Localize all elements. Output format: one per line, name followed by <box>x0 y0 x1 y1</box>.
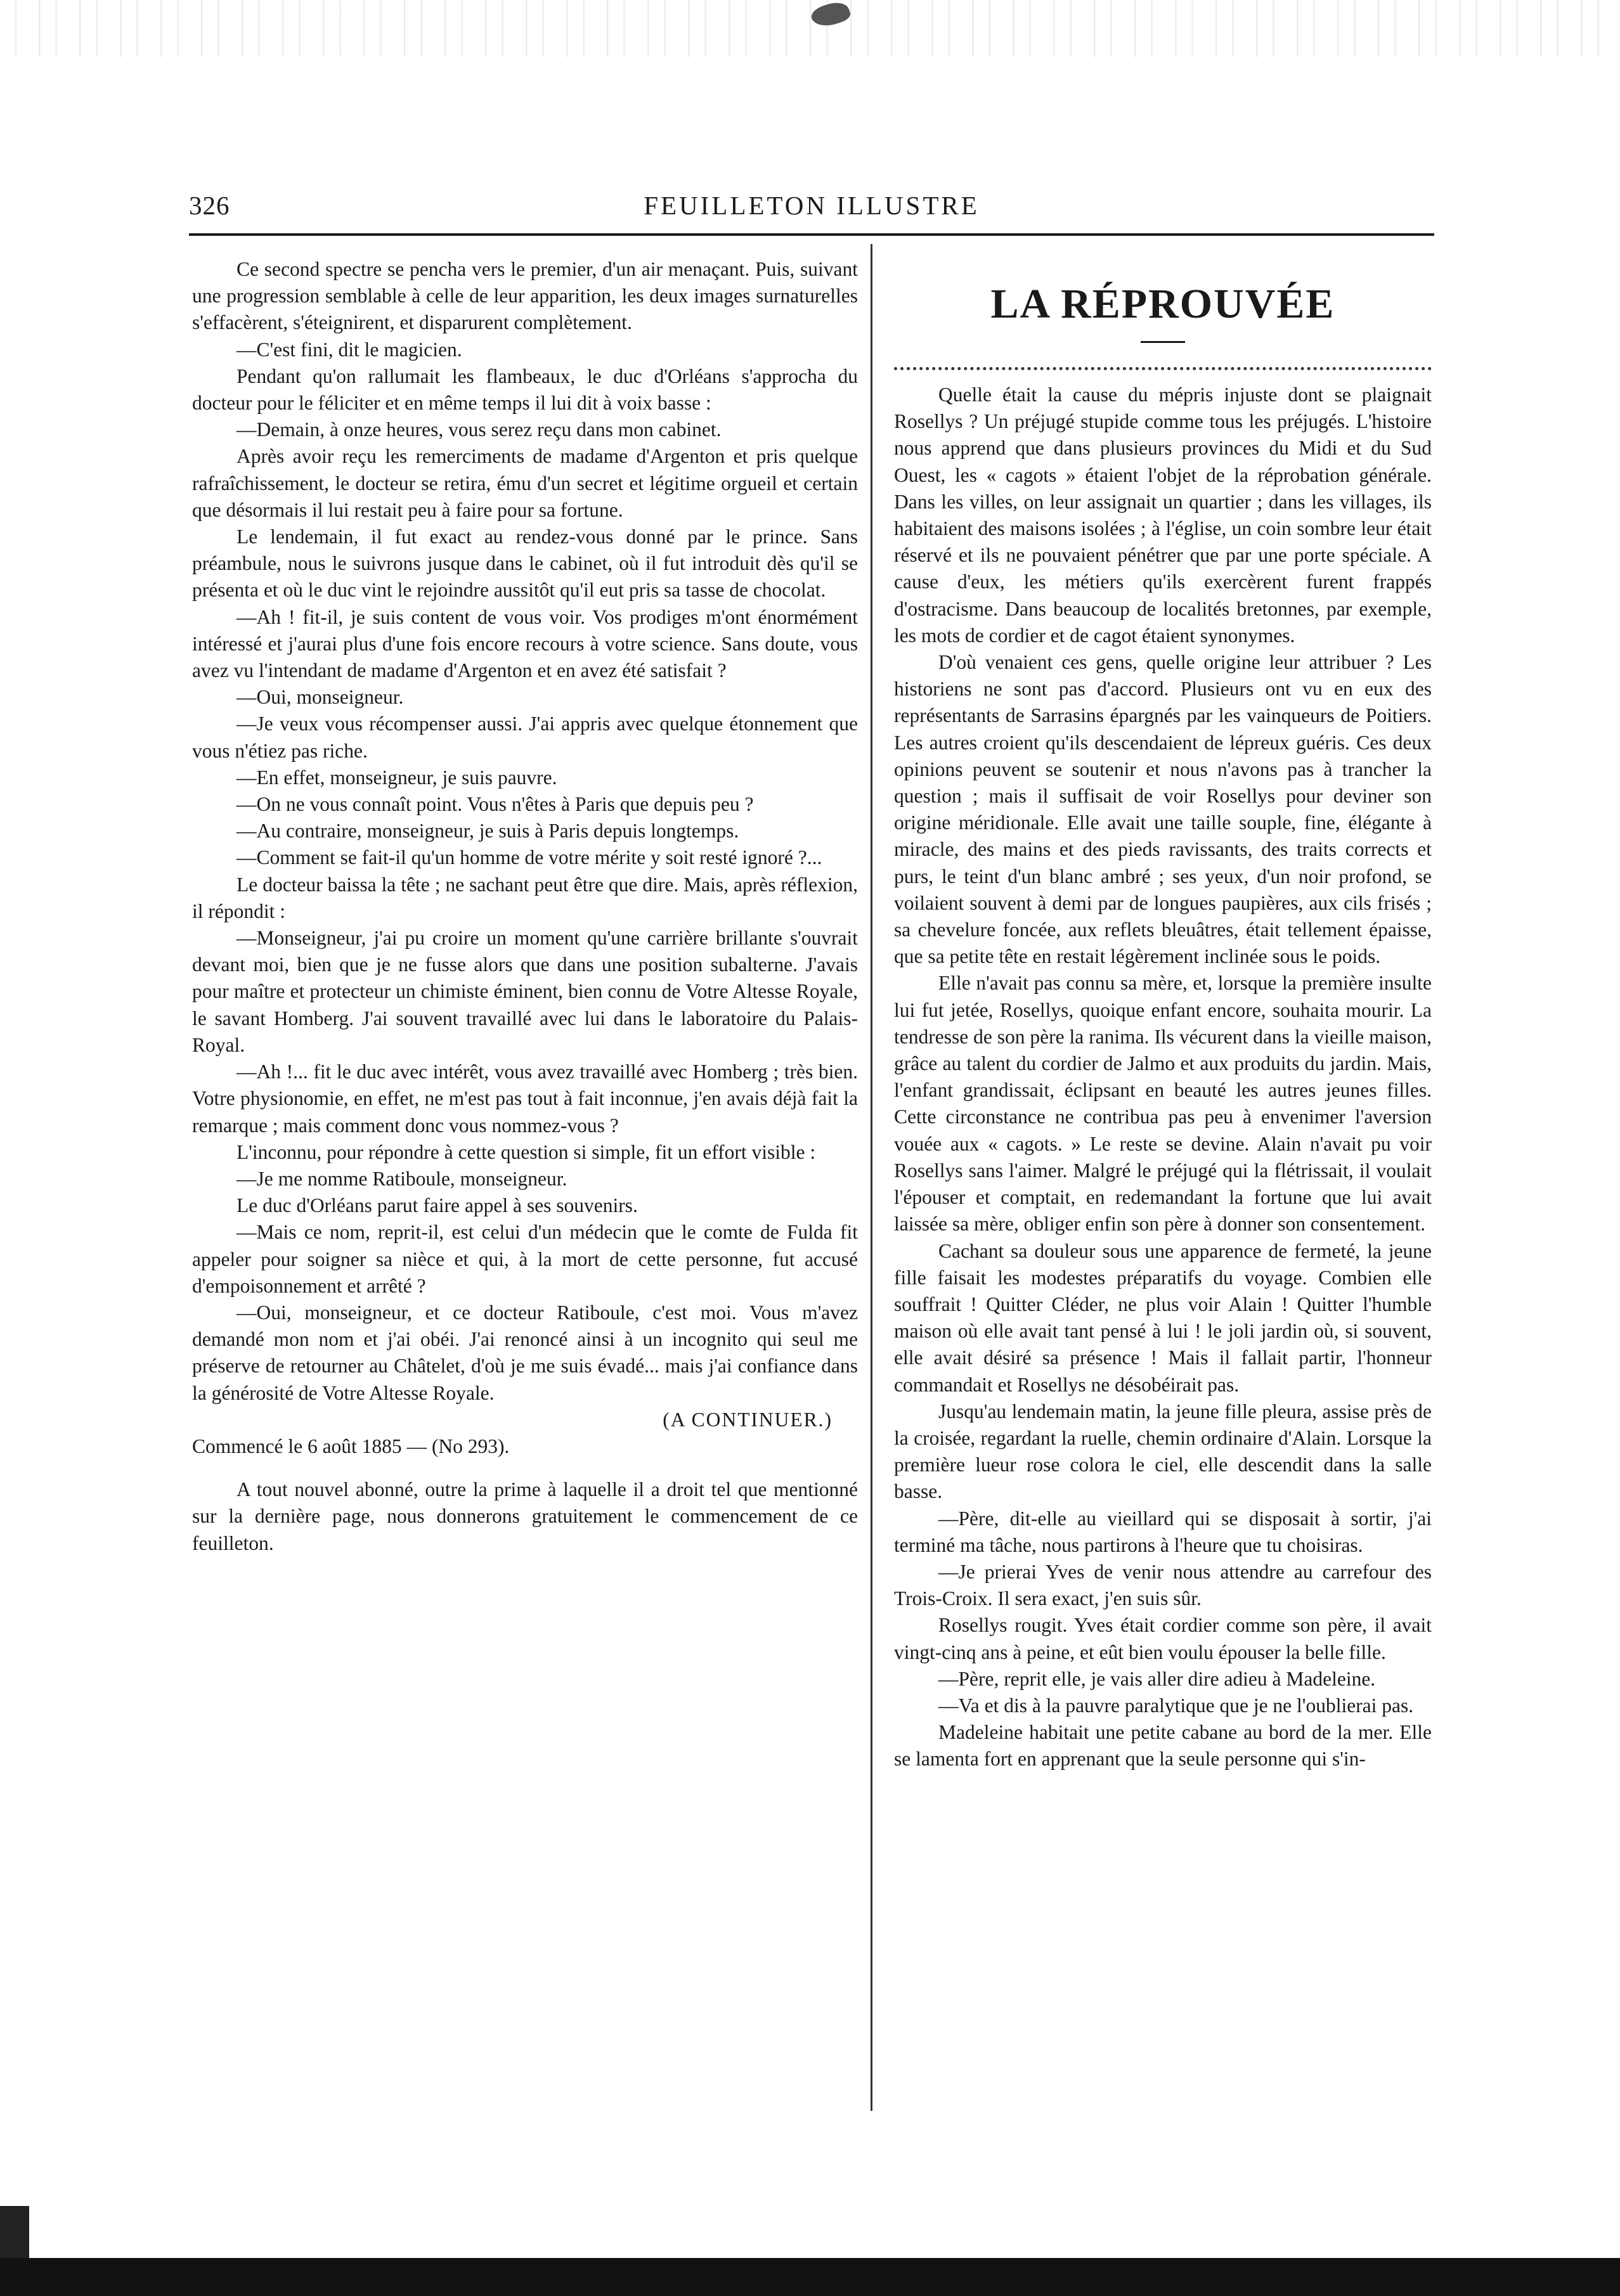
page-header <box>189 190 1434 228</box>
paragraph: Madeleine habitait une petite cabane au bord de la mer. Elle se lamenta fort en apprenant que la seule personne qui s'in- <box>894 1721 1432 1770</box>
paragraph: L'inconnu, pour répondre à cette question si simple, fit un effort visible : <box>237 1140 816 1163</box>
paragraph: Pendant qu'on rallumait les flambeaux, le duc d'Orléans s'approcha du docteur pour le féliciter et en même temps il lui dit à voix basse : <box>192 364 858 415</box>
paragraph: Rosellys rougit. Yves était cordier comme son père, il avait vingt-cinq ans à peine, et eût bien voulu épouser la belle fille. <box>894 1614 1432 1663</box>
start-note: Commencé le 6 août 1885 — (No 293). <box>192 1435 510 1457</box>
paragraph: D'où venaient ces gens, quelle origine leur attribuer ? Les historiens ne sont pas d'accord. Plusieurs ont vu en eux des représentants de Sarrasins épargnés par les vainqueurs de Poitiers. Les autres croient qu'ils descendaient de lépreux guéris. Ces deux opinions peuvent se soutenir et nous n'avons pas à trancher la question ; mais il suffisait de voir Rosellys pour deviner son origine méridionale. Elle avait une taille souple, fine, élégante à miracle, des mains et des pieds ravissants, des traits corrects et purs, le teint d'un blanc ambré ; ses yeux, d'un noir profond, se voilaient souvent à demi par de longues paupières, aux cils frisés ; sa chevelure foncée, aux reflets bleuâtres, était tellement épaisse, que sa petite tête en restait légèrement inclinée sous le poids. <box>894 651 1432 968</box>
subscriber-notice: A tout nouvel abonné, outre la prime à laquelle il a droit tel que mentionné sur la dernière page, nous donnerons gratuitement le commencement de ce feuilleton. <box>192 1478 858 1554</box>
column-divider <box>871 244 872 2111</box>
paragraph: Elle n'avait pas connu sa mère, et, lorsque la première insulte lui fut jetée, Rosellys, quoique enfant encore, souhaita mourir. La tendresse de son père la ranima. Ils vécurent dans la vieille maison, grâce au talent du cordier de Jalmo et aux produits du jardin. Mais, l'enfant grandissait, éclipsant en beauté les autres jeunes filles. Cette circonstance ne contribua pas peu à envenimer l'aversion vouée aux « cagots. » Le reste se devine. Alain n'avait pu voir Rosellys sans l'aimer. Malgré le préjugé qui la flétrissait, il voulait l'épouser et comptait, en redemandant la fortune que lui avait laissée sa mère, obliger enfin son père à donner son consentement. <box>894 972 1432 1235</box>
paragraph: —Oui, monseigneur, et ce docteur Ratiboule, c'est moi. Vous m'avez demandé mon nom et j'ai obéi. J'ai renoncé ainsi à un incognito qui seul me préserve de retourner au Châtelet, d'où je me suis évadé... mais j'ai confiance dans la générosité de Votre Altesse Royale. <box>192 1301 858 1404</box>
paragraph: Quelle était la cause du mépris injuste dont se plaignait Rosellys ? Un préjugé stupide comme tous les préjugés. L'histoire nous apprend que dans plusieurs provinces du Midi et du Sud Ouest, les « cagots » étaient l'objet de la réprobation générale. Dans les villes, on leur assignait un quartier ; dans les villages, ils habitaient des maisons isolées ; à l'église, un coin sombre leur était réservé et ils ne pouvaient pénétrer que par une porte spéciale. A cause d'eux, les métiers qu'ils exercèrent furent frappés d'ostracisme. Dans beaucoup de localités bretonnes, par exemple, les mots de cordier et de cagot étaient synonymes. <box>894 384 1432 647</box>
paragraph: —Ah !... fit le duc avec intérêt, vous avez travaillé avec Homberg ; très bien. Votre physionomie, en effet, ne m'est pas tout à fait inconnue, j'en avais déjà fait la remarque ; mais comment donc vous nommez-vous ? <box>192 1061 858 1137</box>
paragraph: —Au contraire, monseigneur, je suis à Paris depuis longtemps. <box>237 820 739 842</box>
dotted-rule <box>894 367 1432 370</box>
paragraph: Le docteur baissa la tête ; ne sachant peut être que dire. Mais, après réflexion, il répondit : <box>192 873 858 922</box>
page-number: 326 <box>189 191 230 220</box>
paragraph: —C'est fini, dit le magicien. <box>237 338 462 361</box>
paragraph: Ce second spectre se pencha vers le premier, d'un air menaçant. Puis, suivant une progression semblable à celle de leur apparition, les deux images surnaturelles s'effacèrent, s'éteignirent, et disparurent complètement. <box>192 258 858 334</box>
running-title: FEUILLETON ILLUSTRE <box>644 191 980 220</box>
title-rule <box>1141 341 1185 343</box>
paragraph: —Père, dit-elle au vieillard qui se disposait à sortir, j'ai terminé ma tâche, nous partirons à l'heure que tu choisiras. <box>894 1507 1432 1556</box>
paragraph: Cachant sa douleur sous une apparence de fermeté, la jeune fille faisait les modestes préparatifs du voyage. Combien elle souffrait ! Quitter Cléder, ne plus voir Alain ! Quitter l'humble maison où elle avait tant pensé à lui ! le joli jardin où, si souvent, elle avait désiré sa présence ! Mais il fallait partir, l'honneur commandait et Rosellys ne désobéirait pas. <box>894 1239 1432 1396</box>
paragraph: Jusqu'au lendemain matin, la jeune fille pleura, assise près de la croisée, regardant la ruelle, chemin ordinaire d'Alain. Lorsque la première lueur rose colora le ciel, elle descendit dans la salle basse. <box>894 1400 1432 1503</box>
paragraph: —Père, reprit elle, je vais aller dire adieu à Madeleine. <box>938 1667 1376 1690</box>
paragraph: —En effet, monseigneur, je suis pauvre. <box>237 766 557 789</box>
scan-bottom-edge <box>0 2258 1620 2296</box>
left-column <box>192 256 858 1557</box>
paragraph: —Je veux vous récompenser aussi. J'ai appris avec quelque étonnement que vous n'étiez pas riche. <box>192 713 858 762</box>
header-rule <box>189 233 1434 236</box>
continue-note: (A CONTINUER.) <box>663 1408 833 1431</box>
paragraph: —Comment se fait-il qu'un homme de votre mérite y soit resté ignoré ?... <box>237 846 822 869</box>
paragraph: Le duc d'Orléans parut faire appel à ses souvenirs. <box>237 1194 638 1217</box>
paragraph: —Je me nomme Ratiboule, monseigneur. <box>237 1167 567 1190</box>
paragraph: Le lendemain, il fut exact au rendez-vous donné par le prince. Sans préambule, nous le suivrons jusque dans le cabinet, où il fut introduit dès qu'il se présenta et où le duc vint le rejoindre aussitôt qu'il eut pris sa tasse de chocolat. <box>192 526 858 602</box>
scan-left-edge <box>0 2206 29 2258</box>
paragraph: —Mais ce nom, reprit-il, est celui d'un médecin que le comte de Fulda fit appeler pour soigner sa nièce et qui, à la mort de cette personne, fut accusé d'empoisonnement et arrêté ? <box>192 1221 858 1297</box>
paragraph: —Demain, à onze heures, vous serez reçu dans mon cabinet. <box>237 418 722 441</box>
paragraph: —Va et dis à la pauvre paralytique que je ne l'oublierai pas. <box>938 1694 1414 1717</box>
paragraph: —Oui, monseigneur. <box>237 686 404 709</box>
section-title: LA RÉPROUVÉE <box>990 281 1335 327</box>
scan-top-noise <box>0 0 1620 57</box>
paragraph: —Monseigneur, j'ai pu croire un moment qu'une carrière brillante s'ouvrait devant moi, bien que je ne fusse alors que dans une position subalterne. J'avais pour maître et protecteur un chimiste éminent, bien connu de Votre Altesse Royale, le savant Homberg. J'ai souvent travaillé avec lui dans le laboratoire du Palais-Royal. <box>192 927 858 1056</box>
paragraph: —Je prierai Yves de venir nous attendre au carrefour des Trois-Croix. Il sera exact, j'en suis sûr. <box>894 1560 1432 1610</box>
paragraph: —On ne vous connaît point. Vous n'êtes à Paris que depuis peu ? <box>237 793 754 816</box>
paragraph: —Ah ! fit-il, je suis content de vous voir. Vos prodiges m'ont énormément intéressé et j'aurai plus d'une fois encore recours à votre science. Sans doute, vous avez vu l'intendant de madame d'Argenton et en avez été satisfait ? <box>192 605 858 682</box>
right-column <box>894 279 1432 1773</box>
paragraph: Après avoir reçu les remerciments de madame d'Argenton et pris quelque rafraîchissement, le docteur se retira, ému d'un secret et légitime orgueil et certain que désormais il lui restait peu à faire pour sa fortune. <box>192 445 858 521</box>
